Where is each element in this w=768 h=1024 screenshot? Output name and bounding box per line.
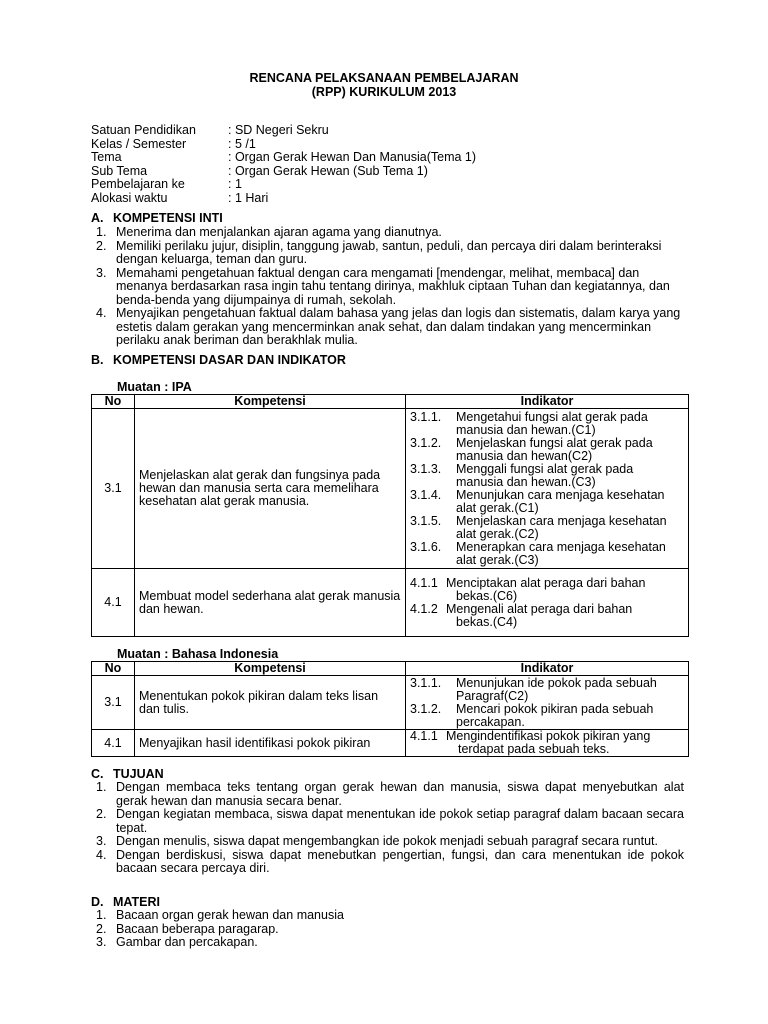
item-number: 4. (96, 306, 107, 320)
indikator-code: 3.1.5. (410, 513, 442, 528)
indikator-item (410, 577, 684, 603)
indikator-text: Paragraf(C2) (456, 688, 529, 703)
indikator-text: Menciptakan alat peraga dari bahan (446, 575, 646, 590)
muatan-ipa-label: Muatan : IPA (117, 380, 192, 394)
list-item (92, 936, 684, 950)
indikator-code: 3.1.3. (410, 461, 442, 476)
indikator-text: manusia dan hewan.(C1) (456, 422, 596, 437)
info-row (91, 138, 476, 152)
kompetensi-inti-list (92, 226, 684, 348)
section-b-heading (91, 354, 346, 368)
cell-indikator (406, 569, 689, 637)
indikator-code: 3.1.1. (410, 675, 442, 690)
info-value: : 1 Hari (228, 190, 269, 205)
indikator-code: 3.1.1. (410, 409, 442, 424)
indikator-text: Mencari pokok pikiran pada sebuah (456, 701, 654, 716)
item-number: 3. (96, 935, 107, 949)
indikator-item (410, 677, 684, 703)
item-text: Dengan menulis, siswa dapat mengembangkan ide pokok menjadi sebuah paragraf secara runtut. (116, 834, 658, 848)
item-text: Menyajikan pengetahuan faktual dalam bahasa yang jelas dan logis dan sistematis, dalam karya yang estetis dalam gerakan yang mencerminkan anak sehat, dan dalam tindakan yang mencerminkan perilaku anak beriman dan berakhlak mulia. (116, 306, 681, 347)
indikator-text: Menunjukan ide pokok pada sebuah (456, 675, 657, 690)
item-text: Memiliki perilaku jujur, disiplin, tanggung jawab, santun, peduli, dan percaya diri dalam berinteraksi dengan keluarga, teman dan guru. (116, 238, 662, 266)
item-number: 2. (96, 238, 107, 253)
info-row (91, 192, 476, 206)
item-text: Bacaan beberapa paragarap. (116, 921, 279, 936)
indikator-text: Menggali fungsi alat gerak pada (456, 461, 634, 476)
indikator-text: Menjelaskan fungsi alat gerak pada (456, 435, 653, 450)
item-text: Dengan berdiskusi, siswa dapat menebutkan pengertian, fungsi, dan cara menentukan ide pokok bacaan secara percaya diri. (116, 847, 684, 875)
item-number: 2. (96, 921, 107, 936)
list-item (92, 240, 684, 267)
item-number: 2. (96, 807, 107, 821)
cell-no: 4.1 (92, 730, 135, 757)
cell-kompetensi: Menyajikan hasil identifikasi pokok pikiran (135, 730, 406, 757)
item-text: Dengan kegiatan membaca, siswa dapat menentukan ide pokok setiap paragraf dalam bacaan secara tepat. (116, 807, 684, 835)
section-title: MATERI (113, 895, 160, 909)
cell-indikator (406, 676, 689, 730)
col-header-kompetensi: Kompetensi (135, 662, 406, 676)
table-row (92, 730, 689, 757)
indikator-item (410, 603, 684, 629)
section-letter: D. (91, 895, 104, 909)
doc-title-line2: (RPP) KURIKULUM 2013 (311, 85, 457, 99)
ipa-table (91, 394, 689, 637)
cell-indikator (406, 730, 689, 757)
section-title: KOMPETENSI INTI (113, 211, 223, 225)
section-title: KOMPETENSI DASAR DAN INDIKATOR (113, 353, 346, 367)
indikator-item (410, 730, 684, 756)
item-number: 1. (96, 780, 107, 794)
info-row (91, 178, 476, 192)
indikator-text: Menunjukan cara menjaga kesehatan (456, 487, 665, 502)
info-value: : SD Negeri Sekru (228, 123, 329, 137)
list-item (92, 808, 684, 835)
section-letter: B. (91, 353, 104, 367)
info-label: Tema (91, 150, 122, 164)
info-row (91, 165, 476, 179)
info-label: Sub Tema (91, 163, 148, 178)
cell-indikator (406, 409, 689, 569)
indikator-item (410, 703, 684, 729)
item-number: 1. (96, 225, 107, 239)
col-header-no: No (92, 395, 135, 409)
indikator-text: Menerapkan cara menjaga kesehatan (456, 539, 666, 554)
bahasa-table (91, 661, 689, 757)
list-item (92, 226, 684, 240)
indikator-text: Menjelaskan cara menjaga kesehatan (456, 513, 667, 528)
table-row (92, 569, 689, 637)
info-label: Alokasi waktu (91, 190, 168, 205)
indikator-text: percakapan. (456, 714, 525, 729)
section-letter: A. (91, 211, 104, 225)
item-text: Gambar dan percakapan. (116, 935, 258, 949)
indikator-code: 3.1.2. (410, 435, 442, 450)
col-header-indikator: Indikator (406, 662, 689, 676)
indikator-code: 4.1.1 (410, 729, 438, 743)
indikator-code: 4.1.2 (410, 601, 438, 616)
cell-no: 4.1 (92, 569, 135, 637)
indikator-item (410, 411, 684, 437)
item-text: Bacaan organ gerak hewan dan manusia (116, 908, 344, 922)
cell-kompetensi: Membuat model sederhana alat gerak manusia dan hewan. (135, 569, 406, 637)
section-letter: C. (91, 767, 104, 781)
muatan-bahasa-label: Muatan : Bahasa Indonesia (117, 647, 279, 661)
list-item (92, 849, 684, 876)
item-text: Dengan membaca teks tentang organ gerak hewan dan manusia, siswa dapat menyebutkan alat gerak hewan dan manusia secara benar. (116, 780, 684, 808)
list-item (92, 909, 684, 923)
cell-kompetensi: Menjelaskan alat gerak dan fungsinya pada hewan dan manusia serta cara memelihara kesehatan alat gerak manusia. (135, 409, 406, 569)
info-label: Pembelajaran ke (91, 177, 185, 191)
section-a-heading (91, 212, 223, 226)
doc-title-line1: RENCANA PELAKSANAAN PEMBELAJARAN (249, 71, 519, 85)
info-row (91, 151, 476, 165)
list-item (92, 307, 684, 348)
indikator-text: manusia dan hewan.(C3) (456, 474, 596, 489)
info-value: : Organ Gerak Hewan (Sub Tema 1) (228, 163, 428, 178)
section-title: TUJUAN (113, 767, 164, 781)
materi-list (92, 909, 684, 950)
list-item (92, 835, 684, 849)
info-value: : Organ Gerak Hewan Dan Manusia(Tema 1) (228, 150, 477, 164)
col-header-indikator: Indikator (406, 395, 689, 409)
table-row (92, 409, 689, 569)
indikator-item (410, 515, 684, 541)
cell-no: 3.1 (92, 676, 135, 730)
info-value: : 1 (228, 177, 242, 191)
info-value: : 5 /1 (228, 136, 256, 151)
item-number: 4. (96, 847, 107, 862)
indikator-text: Mengenali alat peraga dari bahan (446, 601, 633, 616)
indikator-text: alat gerak.(C1) (456, 500, 539, 515)
list-item (92, 923, 684, 937)
indikator-text: bekas.(C6) (456, 588, 518, 603)
item-text: Menerima dan menjalankan ajaran agama yang dianutnya. (116, 225, 442, 239)
indikator-item (410, 463, 684, 489)
indikator-text: Mengetahui fungsi alat gerak pada (456, 409, 648, 424)
list-item (92, 267, 684, 308)
indikator-code: 3.1.4. (410, 487, 442, 502)
info-row (91, 124, 476, 138)
item-text: Memahami pengetahuan faktual dengan cara mengamati [mendengar, melihat, membaca] dan menanya berdasarkan rasa ingin tahu tentang dirinya, makhluk ciptaan Tuhan dan kegiatannya, dan benda-benda yang dijumpainya di rumah, sekolah. (116, 265, 670, 307)
indikator-text: bekas.(C4) (456, 614, 518, 629)
cell-no: 3.1 (92, 409, 135, 569)
item-number: 1. (96, 908, 107, 922)
indikator-code: 4.1.1 (410, 575, 438, 590)
info-label: Kelas / Semester (91, 136, 187, 151)
table-row (92, 676, 689, 730)
col-header-no: No (92, 662, 135, 676)
indikator-code: 3.1.6. (410, 539, 442, 554)
col-header-kompetensi: Kompetensi (135, 395, 406, 409)
indikator-item (410, 541, 684, 567)
cell-kompetensi: Menentukan pokok pikiran dalam teks lisan dan tulis. (135, 676, 406, 730)
indikator-text: Mengindentifikasi pokok pikiran yang (446, 729, 651, 743)
indikator-text: manusia dan hewan(C2) (456, 448, 593, 463)
indikator-item (410, 489, 684, 515)
list-item (92, 781, 684, 808)
tujuan-list (92, 781, 684, 876)
identity-block (91, 124, 476, 205)
info-label: Satuan Pendidikan (91, 123, 196, 137)
item-number: 3. (96, 265, 107, 280)
indikator-text: alat gerak.(C3) (456, 552, 539, 567)
indikator-text: terdapat pada sebuah teks. (458, 742, 610, 756)
indikator-code: 3.1.2. (410, 701, 442, 716)
indikator-text: alat gerak.(C2) (456, 526, 539, 541)
indikator-item (410, 437, 684, 463)
item-number: 3. (96, 834, 107, 848)
